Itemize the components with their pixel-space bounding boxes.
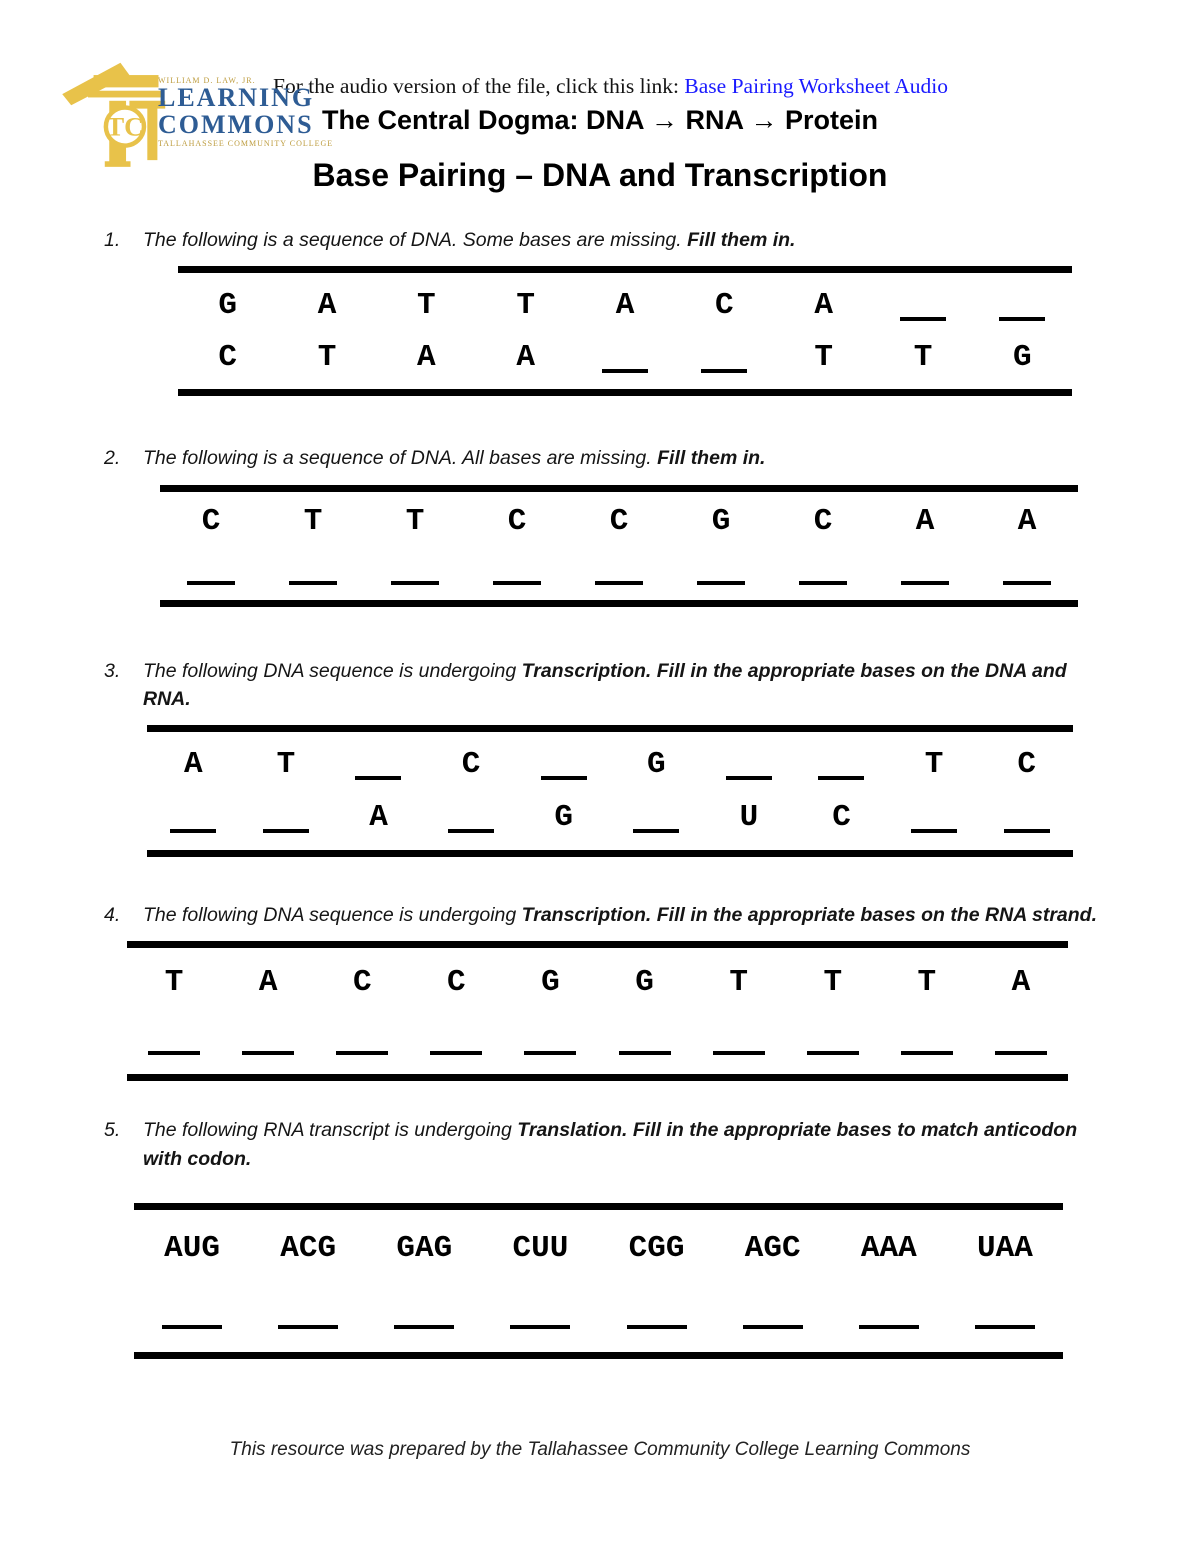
answer-blank-cell — [466, 554, 568, 585]
answer-blank-cell — [364, 554, 466, 585]
base-letter: G — [646, 747, 666, 783]
answer-blank — [242, 1051, 294, 1055]
question-prompt-text: The following is a sequence of DNA. Some bases are missing. — [143, 229, 688, 251]
logo-small-top: WILLIAM D. LAW, JR. — [158, 76, 256, 86]
base-letter: C — [507, 504, 527, 540]
base-letter: A — [417, 339, 436, 375]
logo-small-bottom: TALLAHASSEE COMMUNITY COLLEGE — [158, 138, 334, 148]
base-letter: A — [915, 504, 935, 540]
base-letter: C — [461, 747, 481, 783]
sequence-row-dna — [127, 954, 1068, 1011]
question-prompt — [143, 226, 795, 254]
question-1-prompt-line — [0, 226, 1200, 254]
question-2-prompt-line — [0, 444, 1200, 472]
base-letter: ACG — [280, 1230, 337, 1266]
base-letter: U — [739, 800, 759, 836]
question-prompt-bold: Transcription. Fill in the appropriate bases on the DNA and RNA. — [143, 659, 1067, 710]
base-letter: G — [541, 965, 560, 1001]
answer-blank-cell — [160, 554, 262, 585]
base-letter: T — [814, 339, 833, 375]
question-3 — [0, 657, 1200, 858]
question-prompt-text: The following is a sequence of DNA. All bases are missing. — [143, 447, 658, 470]
answer-blank — [448, 829, 494, 833]
answer-blank — [524, 1051, 576, 1055]
answer-blank — [391, 581, 439, 585]
logo-word-commons: COMMONS — [158, 110, 314, 139]
answer-blank — [148, 1051, 200, 1055]
base-letter: T — [823, 965, 843, 1001]
answer-blank-cell — [980, 802, 1073, 833]
answer-blank — [336, 1051, 388, 1055]
answer-blank-cell — [366, 1298, 482, 1329]
answer-blank-cell — [409, 1024, 503, 1055]
base-letter: GAG — [396, 1230, 453, 1266]
answer-blank-cell — [503, 1024, 597, 1055]
base-letter: T — [405, 504, 425, 540]
base-letter: AGC — [744, 1230, 801, 1266]
answer-blank — [633, 829, 679, 833]
answer-blank — [799, 581, 847, 585]
base-letter: G — [1013, 339, 1032, 375]
base-letter: A — [615, 287, 635, 323]
base-letter: T — [913, 339, 933, 375]
question-number: 2. — [104, 447, 121, 470]
answer-blank-cell — [240, 802, 333, 833]
answer-blank — [713, 1051, 765, 1055]
base-letter: A — [258, 965, 278, 1001]
answer-blank — [170, 829, 216, 833]
base-letter: T — [164, 965, 184, 1001]
base-letter: C — [609, 504, 629, 540]
answer-blank — [541, 776, 587, 780]
base-letter: G — [711, 504, 731, 540]
question-prompt-bold: Fill them in. — [657, 447, 766, 470]
answer-blank — [818, 776, 864, 780]
subtitle: Base Pairing – DNA and Transcription — [312, 157, 888, 193]
base-letter: C — [813, 504, 833, 540]
answer-blank-cell — [134, 1298, 250, 1329]
answer-blank — [510, 1325, 570, 1329]
answer-blank — [743, 1325, 803, 1329]
answer-blank-cell — [874, 554, 976, 585]
sequence-box — [160, 485, 1078, 607]
base-letter: C — [352, 965, 372, 1001]
logo-text — [158, 76, 333, 147]
question-5 — [0, 1116, 1200, 1359]
base-letter: C — [447, 965, 466, 1001]
base-letter: A — [1011, 965, 1031, 1001]
answer-blank-cell — [692, 1024, 786, 1055]
sequence-row-codons — [134, 1216, 1063, 1281]
base-letter: G — [218, 287, 237, 323]
question-4 — [0, 901, 1200, 1081]
base-letter: A — [516, 339, 535, 375]
answer-blank — [726, 776, 772, 780]
sequence-box — [147, 725, 1073, 857]
sequence-row-bottom — [178, 331, 1072, 383]
answer-blank — [187, 581, 235, 585]
answer-blank-cell — [315, 1024, 409, 1055]
question-4-prompt-line — [0, 901, 1200, 929]
answer-blank-cell — [597, 1024, 691, 1055]
answer-blank — [278, 1325, 338, 1329]
answer-blank-cell — [715, 1298, 831, 1329]
answer-blank-cell — [250, 1298, 366, 1329]
footer-credit: This resource was prepared by the Tallahassee Community College Learning Commons — [229, 1438, 971, 1460]
answer-blank-cell — [703, 749, 796, 780]
answer-blank — [595, 581, 643, 585]
base-letter: A — [369, 800, 388, 836]
answer-blank — [701, 369, 747, 373]
base-letter: A — [1017, 504, 1037, 540]
question-5-prompt-line — [0, 1116, 1200, 1173]
question-prompt — [143, 657, 1118, 714]
answer-blank-cell — [976, 554, 1078, 585]
question-prompt-text: The following RNA transcript is undergoing — [143, 1119, 518, 1142]
base-letter: T — [516, 287, 535, 323]
base-letter: C — [218, 339, 237, 375]
answer-blank — [807, 1051, 859, 1055]
answer-blank-cell — [262, 554, 364, 585]
question-prompt-bold: Transcription. Fill in the appropriate bases on the RNA strand. — [521, 904, 1098, 927]
answer-blank — [697, 581, 745, 585]
sequence-row-rna — [147, 791, 1073, 844]
answer-blank — [602, 369, 648, 373]
main-title: The Central Dogma: DNA → RNA → Protein — [321, 105, 879, 135]
base-letter: AUG — [164, 1230, 220, 1266]
answer-blank — [975, 1325, 1035, 1329]
answer-blank — [1004, 829, 1050, 833]
audio-instruction-text: For the audio version of the file, click this link: — [273, 74, 685, 98]
answer-blank-cell — [873, 290, 972, 321]
base-letter: T — [729, 965, 748, 1001]
sequence-row-dna — [147, 738, 1073, 791]
answer-blank-cell — [670, 554, 772, 585]
answer-blank — [430, 1051, 482, 1055]
base-letter: T — [417, 287, 436, 323]
answer-blank — [1003, 581, 1051, 585]
question-1 — [0, 226, 1200, 396]
base-letter: C — [832, 800, 851, 836]
answer-blank — [627, 1325, 687, 1329]
question-prompt — [143, 444, 765, 472]
question-prompt-text: The following DNA sequence is undergoing — [143, 904, 522, 927]
base-letter: T — [303, 504, 323, 540]
logo-word-learning: LEARNING — [158, 83, 315, 113]
answer-blank-cell — [831, 1298, 947, 1329]
answer-blank-cell — [610, 802, 703, 833]
answer-blank-cell — [482, 1298, 598, 1329]
answer-blank-cell — [947, 1298, 1063, 1329]
answer-blank-cell — [772, 554, 874, 585]
sequence-row-rna — [127, 1011, 1068, 1068]
answer-blank — [493, 581, 541, 585]
sequence-row-top — [178, 279, 1072, 331]
answer-blank-cell — [888, 802, 981, 833]
answer-blank-cell — [221, 1024, 315, 1055]
sequence-box — [127, 941, 1068, 1081]
answer-blank — [263, 829, 309, 833]
base-letter: G — [635, 965, 654, 1001]
base-letter: T — [317, 339, 337, 375]
base-letter: G — [554, 800, 573, 836]
answer-blank-cell — [974, 1024, 1068, 1055]
sequence-row-anticodons — [134, 1281, 1063, 1346]
base-letter: CUU — [512, 1230, 569, 1266]
question-number: 5. — [104, 1119, 121, 1142]
answer-blank — [355, 776, 401, 780]
answer-blank — [911, 829, 957, 833]
audio-link[interactable]: Base Pairing Worksheet Audio — [684, 74, 949, 98]
answer-blank-cell — [332, 749, 425, 780]
question-prompt-bold: Translation. Fill in the appropriate bases to match anticodon with codon. — [143, 1119, 1078, 1170]
base-letter: C — [715, 287, 734, 323]
answer-blank-cell — [517, 749, 610, 780]
question-prompt-bold: Fill them in. — [687, 229, 796, 251]
question-number: 4. — [104, 904, 121, 927]
answer-blank-cell — [568, 554, 670, 585]
answer-blank-cell — [425, 802, 518, 833]
answer-blank — [859, 1325, 919, 1329]
base-letter: C — [201, 504, 221, 540]
answer-blank — [901, 1051, 953, 1055]
answer-blank — [995, 1051, 1047, 1055]
base-letter: A — [814, 287, 833, 323]
sequence-box — [134, 1203, 1063, 1359]
base-letter: T — [917, 965, 937, 1001]
answer-blank-cell — [127, 1024, 221, 1055]
answer-blank-cell — [675, 342, 774, 373]
question-prompt — [143, 901, 1097, 929]
answer-blank — [999, 317, 1045, 321]
answer-blank — [619, 1051, 671, 1055]
question-3-prompt-line — [0, 657, 1200, 714]
answer-blank-cell — [575, 342, 674, 373]
answer-blank — [289, 581, 337, 585]
answer-blank-cell — [880, 1024, 974, 1055]
answer-blank — [394, 1325, 454, 1329]
base-letter: UAA — [977, 1230, 1033, 1266]
question-2 — [0, 444, 1200, 606]
answer-blank — [901, 581, 949, 585]
answer-blank-cell — [147, 802, 240, 833]
answer-blank-cell — [795, 749, 888, 780]
answer-blank — [162, 1325, 222, 1329]
base-letter: T — [276, 747, 296, 783]
answer-blank-cell — [599, 1298, 715, 1329]
sequence-row-top — [160, 498, 1078, 546]
sequence-box — [178, 266, 1072, 396]
answer-blank-cell — [786, 1024, 880, 1055]
base-letter: A — [183, 747, 203, 783]
question-prompt-text: The following DNA sequence is undergoing — [143, 659, 522, 682]
base-letter: A — [317, 287, 337, 323]
question-number: 3. — [104, 659, 121, 682]
logo-monogram: TC — [106, 111, 144, 142]
question-number: 1. — [104, 229, 121, 251]
answer-blank-cell — [973, 290, 1072, 321]
question-prompt — [143, 1116, 1118, 1173]
sequence-row-bottom — [160, 546, 1078, 594]
base-letter: T — [924, 747, 944, 783]
base-letter: C — [1017, 747, 1036, 783]
base-letter: CGG — [628, 1230, 685, 1266]
answer-blank — [900, 317, 946, 321]
base-letter: AAA — [860, 1230, 917, 1266]
